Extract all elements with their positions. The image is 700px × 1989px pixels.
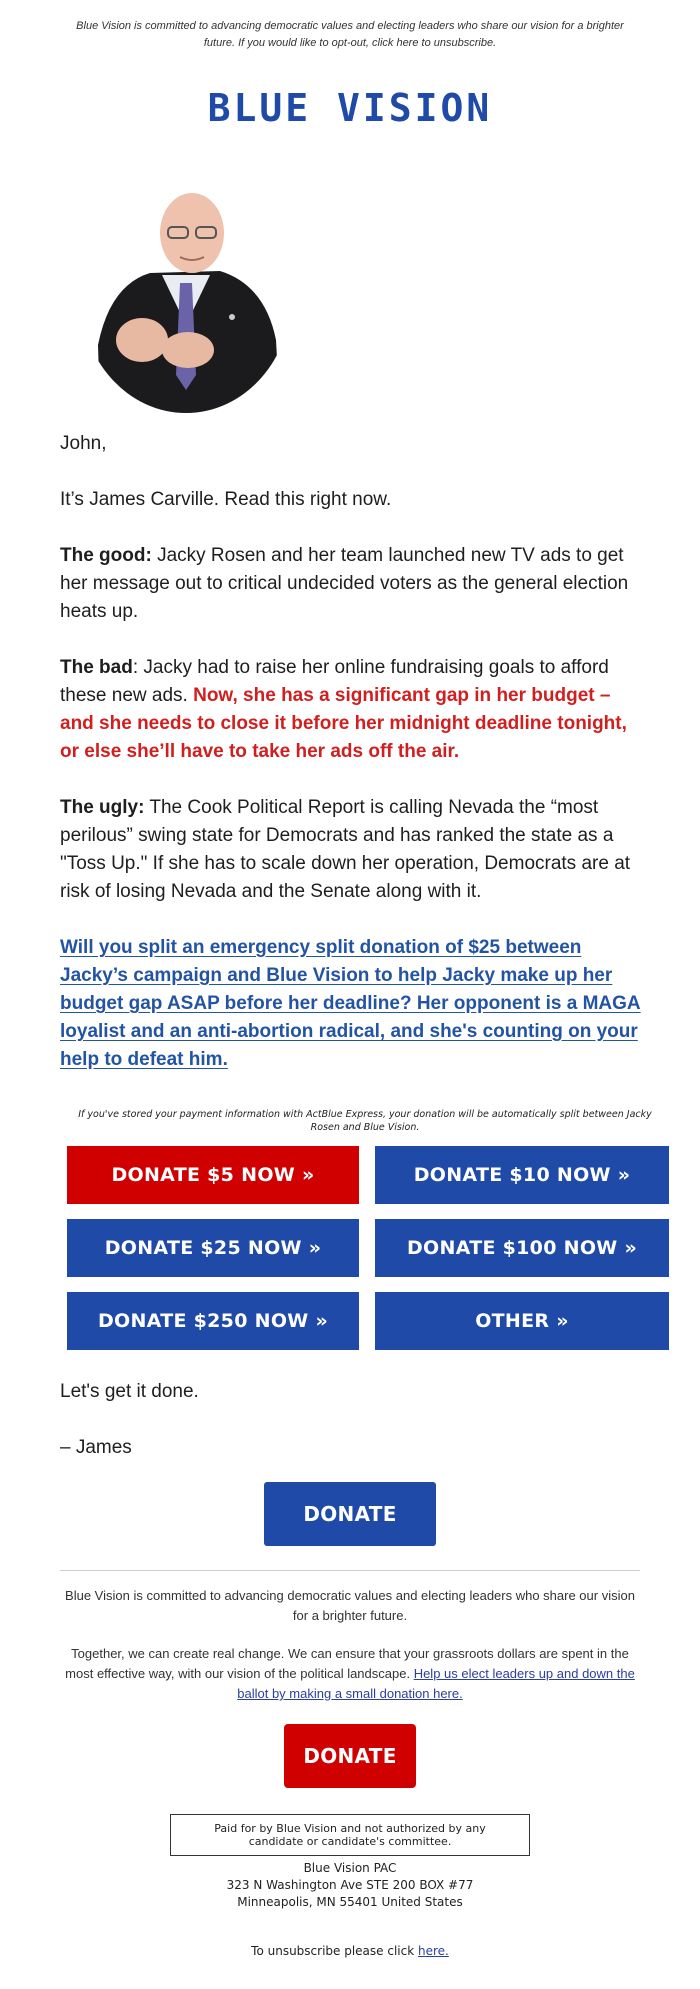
bad-text: : Jacky had to raise her online fundraising goals to afford these new ads. bbox=[60, 657, 609, 706]
footer-together bbox=[60, 1644, 640, 1704]
donate-10-button[interactable]: DONATE $10 NOW » bbox=[375, 1146, 669, 1204]
donate-100-button[interactable]: DONATE $100 NOW » bbox=[375, 1219, 669, 1277]
unsubscribe-link[interactable]: here. bbox=[417, 1944, 449, 1958]
salutation: John, bbox=[60, 433, 107, 454]
signature: – James bbox=[60, 1437, 132, 1458]
donate-25-link[interactable]: Will you split an emergency split donation of $25 between Jacky’s campaign and Blue Vision to help Jacky make up her budget gap ASAP before her deadline? Her opponent is a MAGA loyalist and an anti-abortion radical, and she's counting on your help to defeat him. bbox=[60, 937, 641, 1070]
address-line-1: 323 N Washington Ave STE 200 BOX #77 bbox=[226, 1878, 474, 1892]
unsubscribe-line bbox=[0, 1943, 700, 1960]
paid-for-disclaimer bbox=[170, 1814, 530, 1856]
unsubscribe-text: To unsubscribe please click bbox=[251, 1944, 418, 1958]
logo-text: BLUE VISION bbox=[207, 88, 493, 128]
address-line-2: Minneapolis, MN 55401 United States bbox=[237, 1895, 463, 1909]
footer-mission: Blue Vision is committed to advancing democratic values and electing leaders who share our vision for a brighter future. bbox=[65, 1588, 635, 1623]
bad-red-text: Now, she has a significant gap in her budget – and she needs to close it before her midnight deadline tonight, or else she’ll have to take her ads off the air. bbox=[60, 685, 627, 762]
actblue-note: If you've stored your payment information with ActBlue Express, your donation will be automatically split between Jacky Rosen and Blue Vision. bbox=[78, 1109, 652, 1133]
footer-divider bbox=[60, 1570, 640, 1571]
donate-5-button[interactable]: DONATE $5 NOW » bbox=[67, 1146, 359, 1204]
james-carville-photo bbox=[80, 175, 292, 413]
footer-donate-link[interactable]: Help us elect leaders up and down the ballot by making a small donation here. bbox=[237, 1666, 635, 1701]
good-text: Jacky Rosen and her team launched new TV ads to get her message out to critical undecided voters as the general election heats up. bbox=[60, 545, 629, 622]
bad-paragraph bbox=[60, 654, 645, 766]
footer-together-text: Together, we can create real change. We can ensure that your grassroots dollars are spent in the most effective way, with our vision of the political landscape. bbox=[65, 1646, 629, 1681]
blue-vision-logo[interactable] bbox=[0, 88, 700, 133]
donate-25-button[interactable]: DONATE $25 NOW » bbox=[67, 1219, 359, 1277]
bad-label: The bad bbox=[60, 657, 133, 678]
closing-line: Let's get it done. bbox=[60, 1381, 199, 1402]
paid-for-line-2: candidate or candidate's committee. bbox=[248, 1835, 452, 1848]
donation-appeal bbox=[60, 934, 645, 1074]
ugly-label: The ugly: bbox=[60, 797, 145, 818]
ugly-text: The Cook Political Report is calling Nevada the “most perilous” swing state for Democrats and has ranked the state as a "Toss Up." If she has to scale down her operation, Democrats are at risk of losing Nevada and the Senate along with it. bbox=[60, 797, 631, 902]
ugly-paragraph bbox=[60, 794, 645, 906]
paid-for-line-1: Paid for by Blue Vision and not authorized by any bbox=[214, 1822, 486, 1835]
donate-250-button[interactable]: DONATE $250 NOW » bbox=[67, 1292, 359, 1350]
good-label: The good: bbox=[60, 545, 152, 566]
preheader-text: Blue Vision is committed to advancing democratic values and electing leaders who share our vision for a brighter future. If you would like to opt-out, click here to unsubscribe. bbox=[76, 20, 624, 49]
logo-wordmark bbox=[180, 88, 520, 128]
good-paragraph bbox=[60, 542, 645, 626]
footer-donate-button[interactable]: DONATE bbox=[284, 1724, 416, 1788]
intro-paragraph: It’s James Carville. Read this right now. bbox=[60, 489, 392, 510]
donate-other-button[interactable]: OTHER » bbox=[375, 1292, 669, 1350]
donate-button[interactable]: DONATE bbox=[264, 1482, 436, 1546]
org-name: Blue Vision PAC bbox=[303, 1861, 397, 1875]
